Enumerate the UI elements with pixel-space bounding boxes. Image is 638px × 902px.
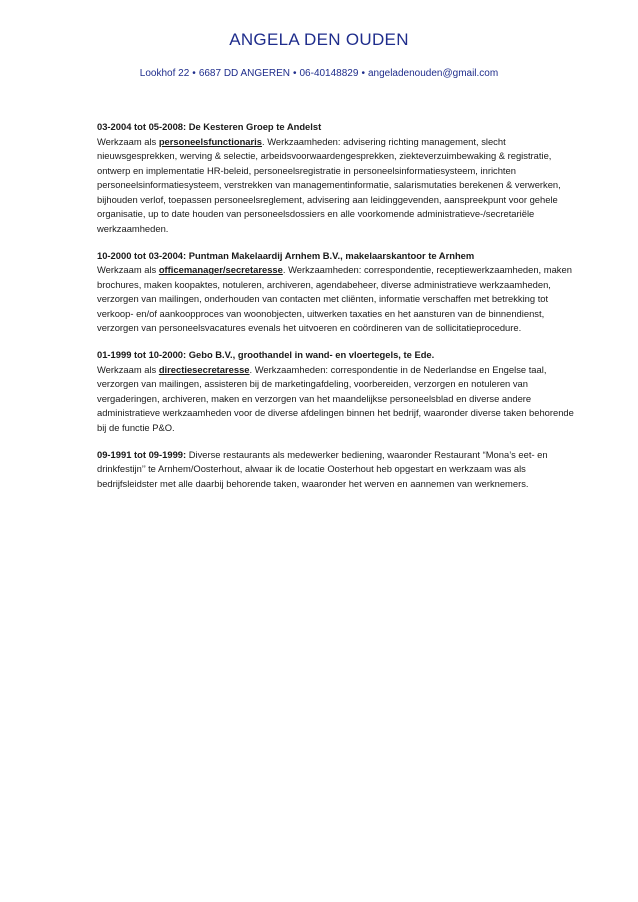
postal-city: 6687 DD ANGEREN xyxy=(198,68,290,79)
entry-description xyxy=(97,135,579,237)
experience-entry xyxy=(97,448,579,492)
entry-role: personeelsfunctionaris xyxy=(158,135,262,147)
entry-title: 10-2000 tot 03-2004: Puntman Makelaardij Arnhem B.V., makelaarskantoor te Arnhem xyxy=(97,249,475,261)
phone-number: 06-40148829 xyxy=(299,68,359,79)
entry-prefix: Werkzaam als xyxy=(97,135,159,147)
entry-title: 03-2004 tot 05-2008: De Kesteren Groep te Andelst xyxy=(97,121,322,132)
entry-description xyxy=(97,363,579,436)
separator-bullet: • xyxy=(292,68,297,79)
entry-body: . Werkzaamheden: correspondentie, receptiewerkzaamheden, maken brochures, maken koopaktes, notuleren, archiveren, agendabeheer, diverse administratieve werkzaamheden, verzorgen van mailingen, onderhouden van contacten met cliënten, informatie verschaffen met betrekking tot verkoop- en/of aankoopproces van woonobjecten, uitwerken taxaties en het aansturen van de binnendienst, verzorgen van personeelsvacatures evenals het uitvoeren en coördineren van de sollicitatieprocedure. xyxy=(97,264,572,333)
entry-role: officemanager/secretaresse xyxy=(158,264,283,275)
entry-body: . Werkzaamheden: correspondentie in de Nederlandse en Engelse taal, verzorgen van mailingen, assisteren bij de marketingafdeling, voorbereiden, verzorgen en notuleren van vergaderingen, archiveren, maken en verzorgen van het maandelijkse personeelsblad en diverse andere administratieve werkzaamheden voor de diverse afdelingen binnen het bedrijf, waaronder diverse taken behorende bij de functie P&O. xyxy=(97,363,574,433)
candidate-name: ANGELA DEN OUDEN xyxy=(229,30,409,49)
contact-line xyxy=(0,68,638,79)
entry-prefix: Werkzaam als xyxy=(97,363,159,375)
entry-description xyxy=(97,448,579,492)
address: Lookhof 22 xyxy=(139,68,190,79)
email-address[interactable]: angeladenouden@gmail.com xyxy=(367,68,499,79)
separator-bullet: • xyxy=(361,68,365,79)
experience-entry xyxy=(97,249,579,336)
entry-role: directiesecretaresse xyxy=(158,363,250,375)
entry-description xyxy=(97,263,579,336)
entry-title: 01-1999 tot 10-2000: Gebo B.V., groothandel in wand- en vloertegels, te Ede. xyxy=(97,349,435,360)
entry-body: . Werkzaamheden: advisering richting management, slecht nieuwsgesprekken, werving & selectie, arbeidsvoorwaardengesprekken, ziekteverzuimbewaking & registratie, ontwerp en implementatie HR-beleid, personeelsregistratie in personeelsinformatiesysteem, inrichten personeelsinformatiesysteem, verstrekken van managementinformatie, salarismutaties berekenen & verwerken, bijhouden verlof, toepassen personeelsreglement, advisering aan leidinggevenden, aanspreekpunt voor gehele organisatie, up to date houden van personeelsdossiers en alle voorkomende administratieve-/secretariële werkzaamheden. xyxy=(97,135,561,234)
entry-title: 09-1991 tot 09-1999: xyxy=(97,448,187,460)
separator-bullet: • xyxy=(192,68,196,79)
experience-entry xyxy=(97,120,579,236)
work-experience xyxy=(97,120,579,504)
entry-body: Diverse restaurants als medewerker bediening, waaronder Restaurant “Mona’s eet- en drinkfestijn’’ te Arnhem/Oosterhout, alwaar ik de locatie Oosterhout heb opgestart en werkzaam was als bedrijfsleidster met alle daarbij behorende taken, waaronder het werven en aannemen van werknemers. xyxy=(97,448,548,489)
entry-prefix: Werkzaam als xyxy=(97,264,159,275)
experience-entry xyxy=(97,348,579,435)
